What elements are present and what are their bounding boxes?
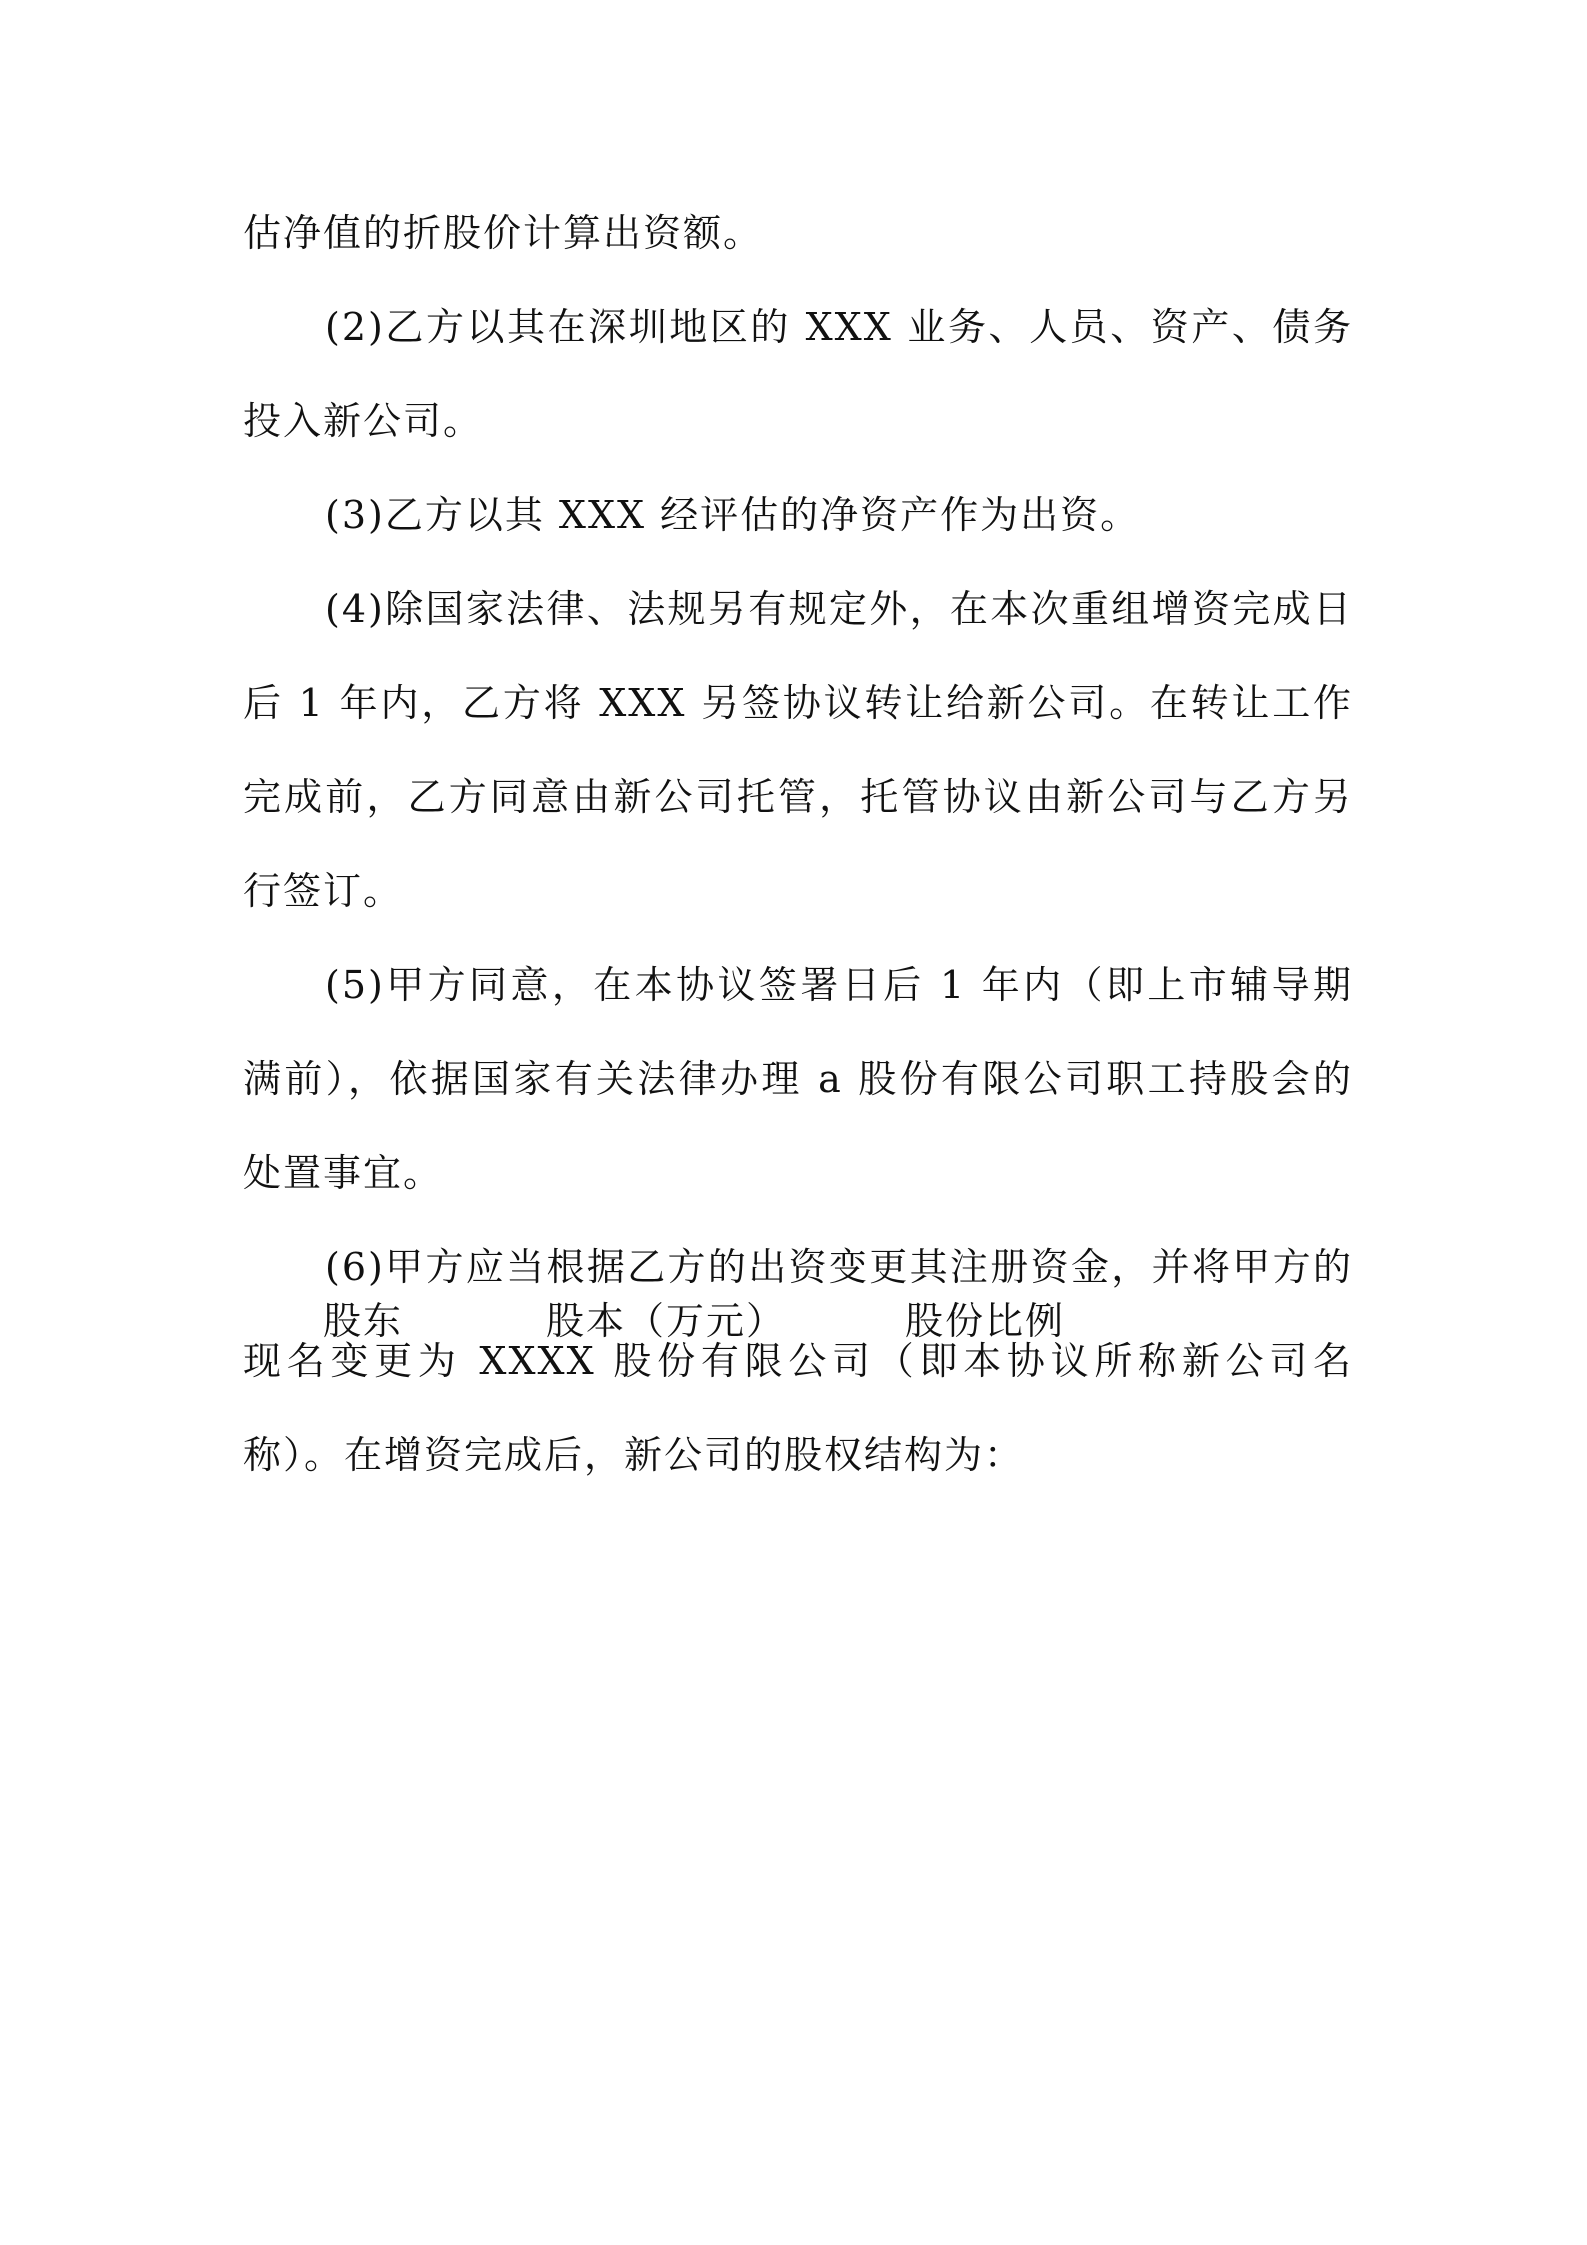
ratio-column-header: 股份比例 [905,1299,1066,1343]
paragraph-clause-6: (6)甲方应当根据乙方的出资变更其注册资金，并将甲方的现名变更为 XXXX 股份有限公司（即本协议所称新公司名称）。在增资完成后，新公司的股权结构为： [243,1245,1353,1477]
shareholder-column-header: 股东 [323,1299,404,1343]
paragraph-continuation: 估净值的折股价计算出资额。 [243,211,764,255]
paragraph-clause-5: (5)甲方同意，在本协议签署日后 1 年内（即上市辅导期满前），依据国家有关法律办理 a 股份有限公司职工持股会的处置事宜。 [243,963,1353,1195]
paragraph-clause-3: (3)乙方以其 XXX 经评估的净资产作为出资。 [325,493,1141,537]
capital-column-header: 股本（万元） [546,1299,787,1343]
paragraph-clause-2: (2)乙方以其在深圳地区的 XXX 业务、人员、资产、债务投入新公司。 [243,305,1353,443]
shareholding-table-header [0,1290,1587,1350]
paragraph-clause-4: (4)除国家法律、法规另有规定外，在本次重组增资完成日后 1 年内，乙方将 XXX 另签协议转让给新公司。在转让工作完成前，乙方同意由新公司托管，托管协议由新公司与乙方另行签订。 [243,587,1353,913]
